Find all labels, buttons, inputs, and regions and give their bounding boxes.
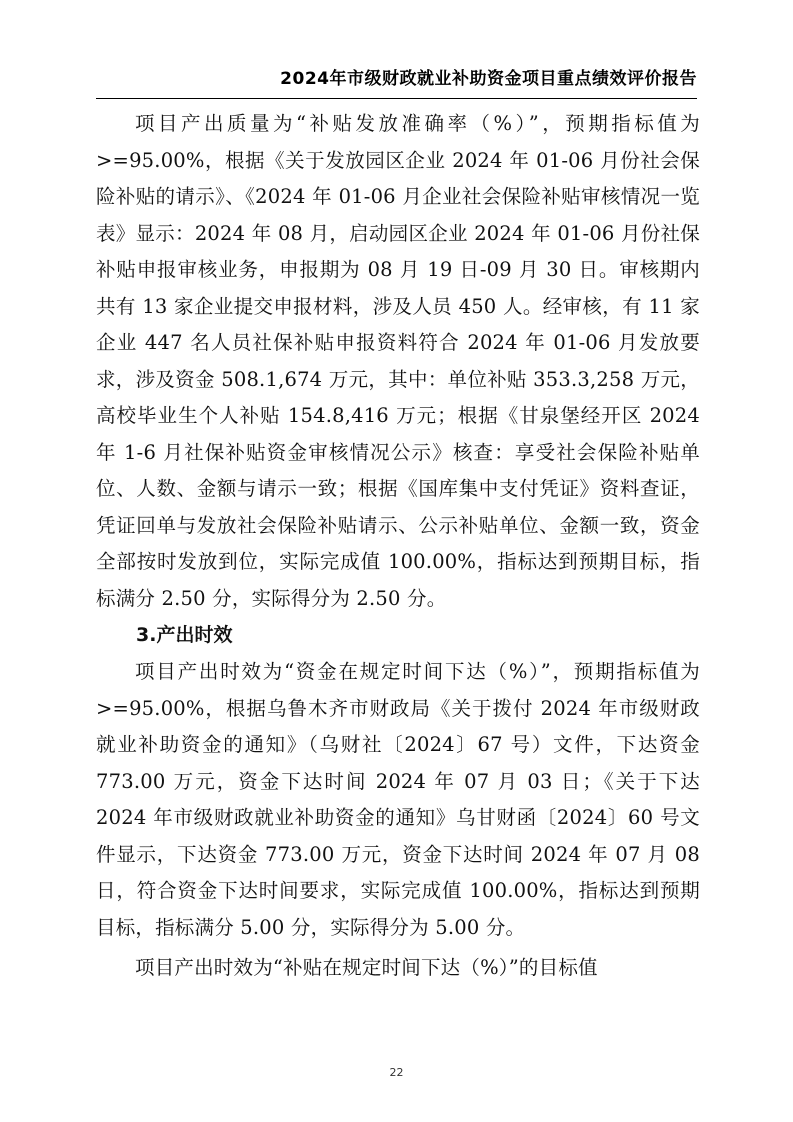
section-heading-output-timeliness: 3.产出时效 <box>136 624 233 646</box>
page-number: 22 <box>389 1066 404 1079</box>
header-divider <box>96 98 697 99</box>
document-body <box>96 106 700 987</box>
paragraph-subsidy-timeliness: 项目产出时效为“补贴在规定时间下达（%）”的目标值 <box>135 956 598 979</box>
running-header-title: 2024年市级财政就业补助资金项目重点绩效评价报告 <box>280 69 697 89</box>
paragraph-funds-timeliness: 项目产出时效为“资金在规定时间下达（%）”，预期指标值为>=95.00%，根据乌鲁木齐市财政局《关于拨付 2024 年市级财政就业补助资金的通知》（乌财社〔2024〕67 号）文件，下达资金 773.00 万元，资金下达时间 2024 年 07 月 03 日；《关于下达 2024 年市级财政就业补助资金的通知》乌甘财函〔2024〕60 号文件显示，下达资金 773.00 万元，资金下达时间 2024 年 07 月 08 日，符合资金下达时间要求，实际完成值 100.00%，指标达到预期目标，指标满分 5.00 分，实际得分为 5.00 分。 <box>96 660 700 939</box>
paragraph-output-quality: 项目产出质量为“补贴发放准确率（%）”，预期指标值为>=95.00%，根据《关于发放园区企业 2024 年 01-06 月份社会保险补贴的请示》、《2024 年 01-06 月企业社会保险补贴审核情况一览表》显示：2024 年 08 月，启动园区企业 2024 年 01-06 月份社保补贴申报审核业务，申报期为 08 月 19 日-09 月 30 日。审核期内共有 13 家企业提交申报材料，涉及人员 450 人。经审核，有 11 家企业 447 名人员社保补贴申报资料符合 2024 年 01-06 月发放要求，涉及资金 508.1,674 万元，其中：单位补贴 353.3,258 万元，高校毕业生个人补贴 154.8,416 万元；根据《甘泉堡经开区 2024 年 1-6 月社保补贴资金审核情况公示》核查：享受社会保险补贴单位、人数、金额与请示一致；根据《国库集中支付凭证》资料查证，凭证回单与发放社会保险补贴请示、公示补贴单位、金额一致，资金全部按时发放到位，实际完成值 100.00%，指标达到预期目标，指标满分 2.50 分，实际得分为 2.50 分。 <box>96 112 700 610</box>
